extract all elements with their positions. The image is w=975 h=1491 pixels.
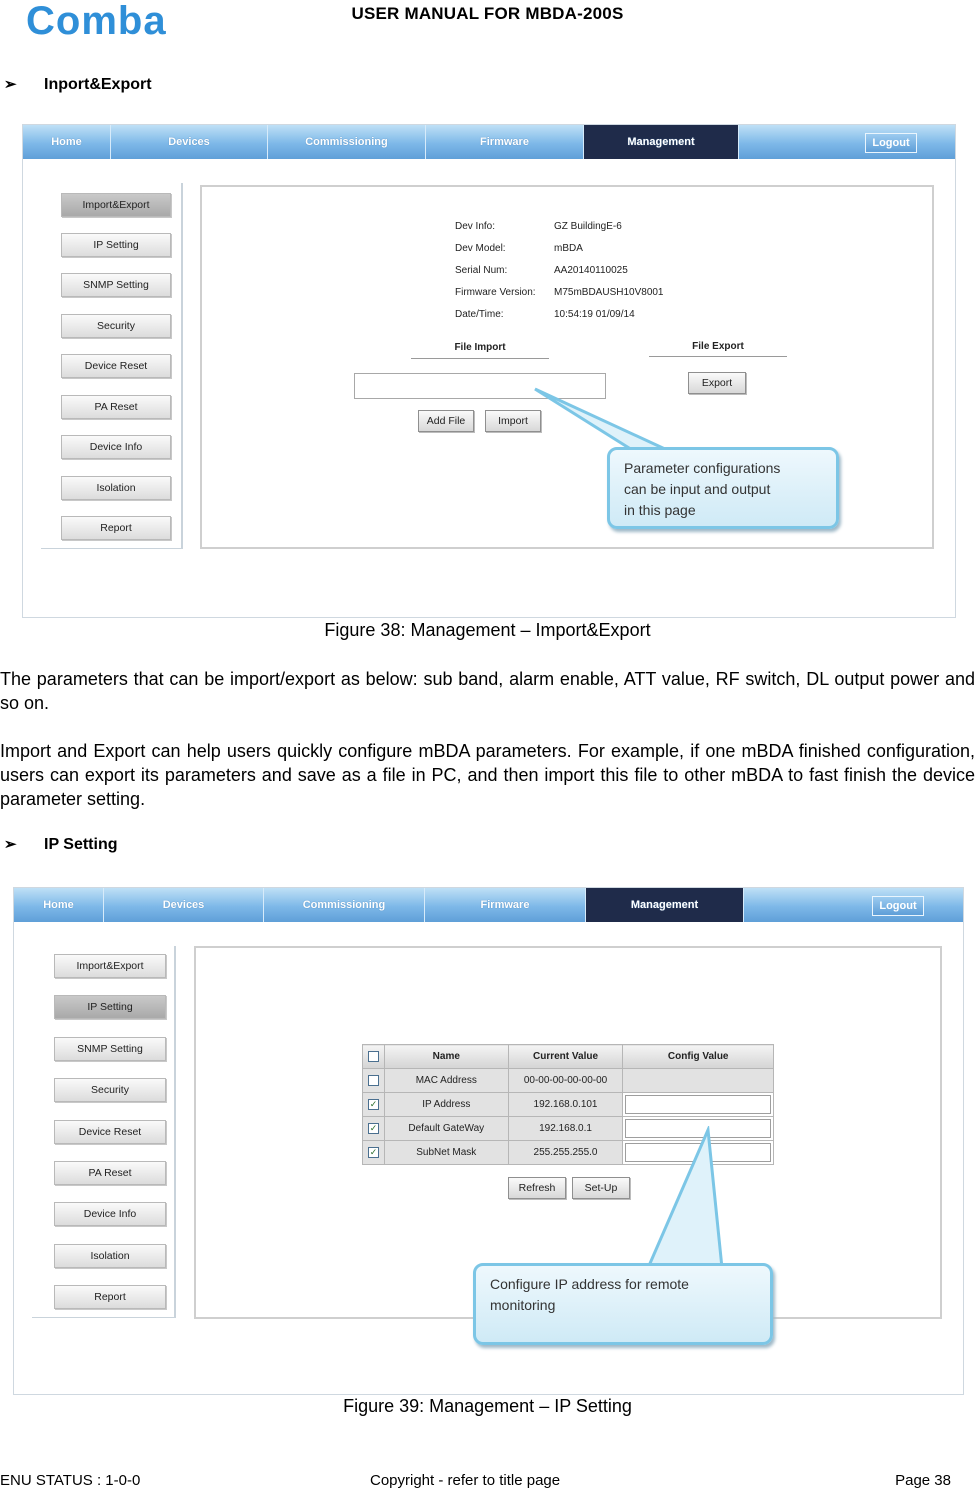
dev-model-label: Dev Model:: [455, 243, 506, 254]
top-nav: [23, 125, 955, 159]
nav-firmware[interactable]: Firmware: [425, 888, 586, 922]
ip-address-config-input[interactable]: [625, 1095, 771, 1114]
row-checkbox-ip[interactable]: ✓: [369, 1098, 378, 1109]
row-checkbox-mac[interactable]: [368, 1075, 379, 1086]
paragraph-import-export: Import and Export can help users quickly configure mBDA parameters. For example, if one mBDA finished configuration, users can export its parameters and save as a file in PC, and then import this file to other mBDA to fast finish the device parameter setting.: [0, 741, 975, 809]
arrow-bullet-icon: ➢: [4, 76, 17, 93]
refresh-button[interactable]: Refresh: [508, 1177, 566, 1199]
serial-num-value: AA20140110025: [554, 265, 628, 276]
add-file-button[interactable]: Add File: [418, 410, 474, 432]
sidebar-item-import-export[interactable]: Import&Export: [61, 193, 171, 217]
nav-home[interactable]: Home: [23, 125, 111, 159]
serial-num-label: Serial Num:: [455, 265, 508, 276]
row-current-value: 192.168.0.101: [508, 1093, 623, 1117]
firmware-version-label: Firmware Version:: [455, 287, 536, 298]
sidebar-item-report[interactable]: Report: [61, 516, 171, 540]
sidebar-item-isolation[interactable]: Isolation: [61, 476, 171, 500]
nav-management[interactable]: Management: [586, 888, 744, 922]
nav-home[interactable]: Home: [14, 888, 104, 922]
sidebar-item-pa-reset[interactable]: PA Reset: [54, 1161, 166, 1185]
row-checkbox-subnet[interactable]: ✓: [369, 1146, 378, 1157]
section-heading-ip-setting: ➢ IP Setting: [4, 836, 118, 853]
row-name: SubNet Mask: [384, 1141, 508, 1165]
arrow-bullet-icon: ➢: [4, 836, 17, 853]
row-name: Default GateWay: [384, 1117, 508, 1141]
dev-info-value: GZ BuildingE-6: [554, 221, 622, 232]
nav-devices[interactable]: Devices: [104, 888, 264, 922]
section-heading-import-export: ➢ Inport&Export: [4, 76, 152, 93]
sidebar-item-device-info[interactable]: Device Info: [61, 435, 171, 459]
firmware-version-value: M75mBDAUSH10V8001: [554, 287, 664, 298]
sidebar-item-device-reset[interactable]: Device Reset: [54, 1120, 166, 1144]
file-export-heading: File Export: [692, 341, 744, 352]
footer-page-number: Page 38: [895, 1472, 951, 1489]
footer-status: ENU STATUS : 1-0-0: [0, 1472, 141, 1489]
paragraph-parameters: The parameters that can be import/export as below: sub band, alarm enable, ATT value, RF switch, DL output power and so on.: [0, 669, 975, 713]
date-time-value: 10:54:19 01/09/14: [554, 309, 635, 320]
callout-pointer: [642, 1126, 732, 1276]
sidebar-item-ip-setting[interactable]: IP Setting: [54, 995, 166, 1019]
sidebar-item-device-info[interactable]: Device Info: [54, 1202, 166, 1226]
select-all-checkbox[interactable]: [368, 1051, 379, 1062]
sidebar-item-ip-setting[interactable]: IP Setting: [61, 233, 171, 257]
table-header-row: [363, 1045, 774, 1069]
column-header-current-value: Current Value: [508, 1045, 623, 1069]
sidebar-item-security[interactable]: Security: [61, 314, 171, 338]
callout-ip-setting: Configure IP address for remote monitoring: [473, 1263, 773, 1345]
sidebar-item-isolation[interactable]: Isolation: [54, 1244, 166, 1268]
table-row: [363, 1069, 774, 1093]
ip-setting-screenshot: [13, 887, 964, 1395]
row-name: IP Address: [384, 1093, 508, 1117]
row-current-value: 192.168.0.1: [508, 1117, 623, 1141]
table-row: [363, 1093, 774, 1117]
document-title: USER MANUAL FOR MBDA-200S: [351, 4, 624, 23]
sidebar-item-snmp-setting[interactable]: SNMP Setting: [61, 273, 171, 297]
setup-button[interactable]: Set-Up: [572, 1177, 630, 1199]
footer-copyright: Copyright - refer to title page: [370, 1472, 561, 1489]
row-current-value: 255.255.255.0: [508, 1141, 623, 1165]
nav-management[interactable]: Management: [584, 125, 739, 159]
svg-text:Comba: Comba: [26, 0, 167, 42]
file-import-heading: File Import: [454, 342, 506, 353]
sidebar-item-report[interactable]: Report: [54, 1285, 166, 1309]
nav-devices[interactable]: Devices: [111, 125, 268, 159]
sidebar-item-security[interactable]: Security: [54, 1078, 166, 1102]
column-header-name: Name: [384, 1045, 508, 1069]
row-name: MAC Address: [384, 1069, 508, 1093]
sidebar-item-snmp-setting[interactable]: SNMP Setting: [54, 1037, 166, 1061]
figure-38-caption: Figure 38: Management – Import&Export: [324, 620, 651, 640]
dev-model-value: mBDA: [554, 243, 583, 254]
figure-39-caption: Figure 39: Management – IP Setting: [343, 1396, 632, 1416]
nav-firmware[interactable]: Firmware: [426, 125, 584, 159]
sidebar-item-import-export[interactable]: Import&Export: [54, 954, 166, 978]
logout-button[interactable]: Logout: [872, 896, 924, 916]
sidebar-item-device-reset[interactable]: Device Reset: [61, 354, 171, 378]
column-header-config-value: Config Value: [623, 1045, 774, 1069]
import-export-screenshot: [22, 124, 956, 618]
nav-commissioning[interactable]: Commissioning: [264, 888, 425, 922]
dev-info-label: Dev Info:: [455, 221, 496, 232]
nav-commissioning[interactable]: Commissioning: [268, 125, 426, 159]
row-checkbox-gateway[interactable]: ✓: [369, 1122, 378, 1133]
top-nav: [14, 888, 963, 922]
export-button[interactable]: Export: [688, 372, 746, 394]
import-button[interactable]: Import: [485, 410, 541, 432]
sidebar-item-pa-reset[interactable]: PA Reset: [61, 395, 171, 419]
row-current-value: 00-00-00-00-00-00: [508, 1069, 623, 1093]
logout-button[interactable]: Logout: [865, 133, 917, 153]
callout-import-export: Parameter configurations can be input and output in this page: [607, 447, 839, 529]
date-time-label: Date/Time:: [455, 309, 504, 320]
